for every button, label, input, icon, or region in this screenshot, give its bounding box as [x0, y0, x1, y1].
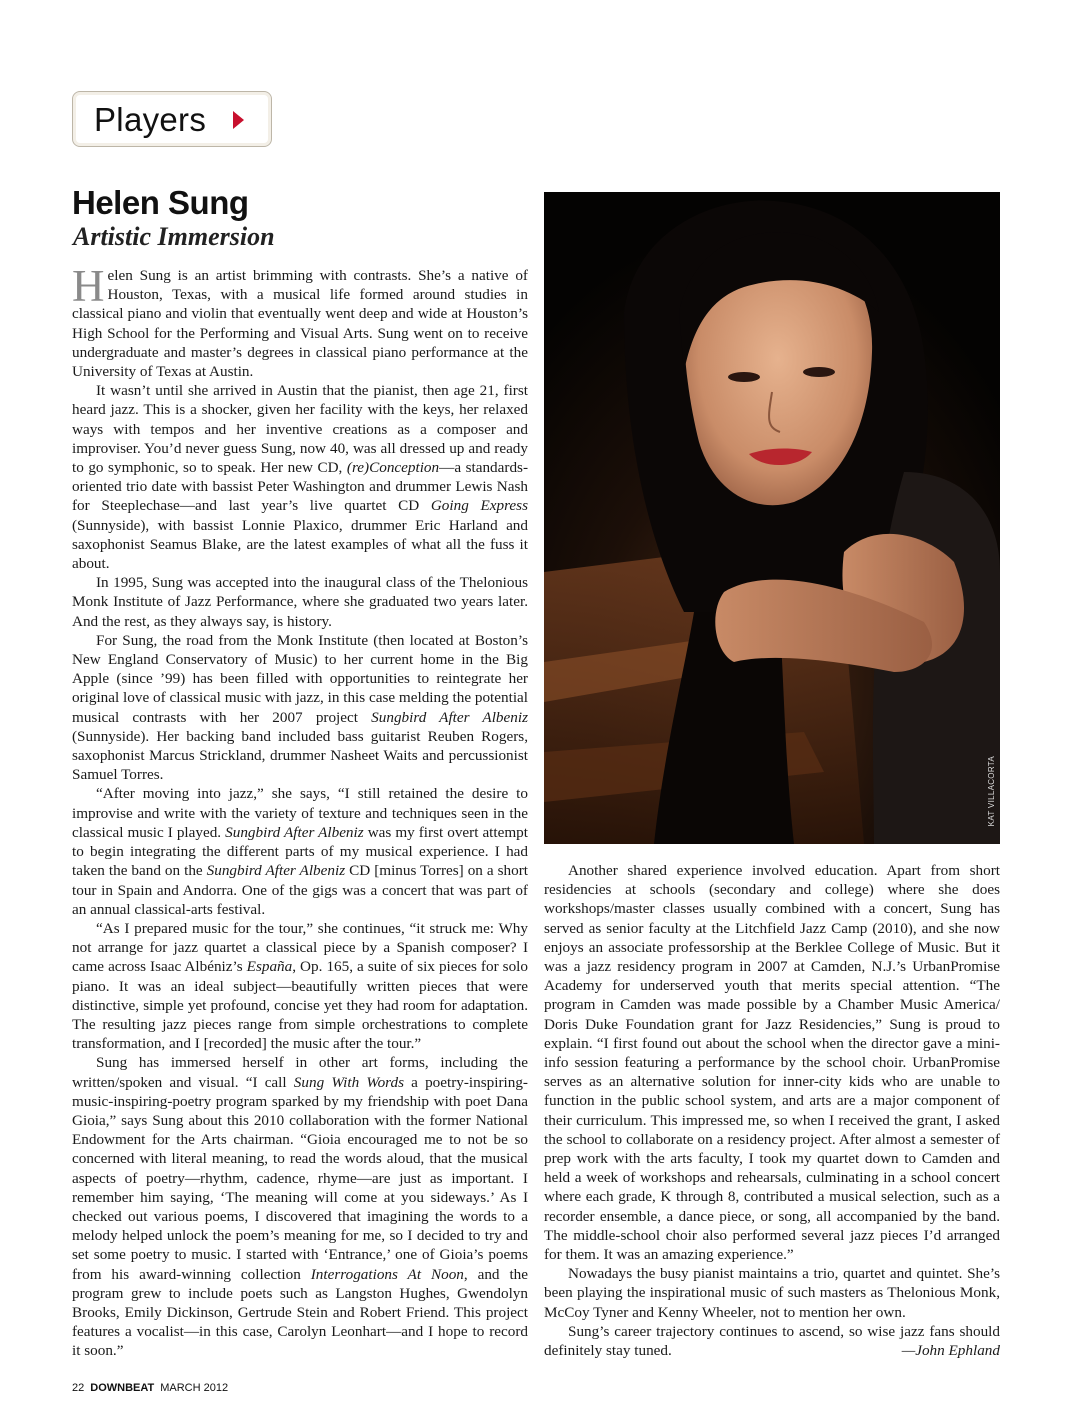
right-paragraph: [544, 1264, 1000, 1322]
text-run: , Op. 165, a suite of six pieces for solo piano. It was an ideal subject—beautifully written pieces that were distinctive, simple yet profound, concise yet they had room for adaptation. The resulting jazz pieces range from simple orchestrations to complete transformation, and I [recorded] the music after the tour.”: [72, 958, 528, 1053]
closing-paragraph: [544, 1322, 1000, 1360]
section-tab: [72, 91, 272, 147]
page-footer: [72, 1382, 228, 1394]
title-italic: Sungbird After Albeniz: [225, 823, 364, 841]
left-paragraph: [72, 919, 528, 1053]
text-run: CD [minus Torres] on a short tour in Spain and Andorra. One of the gigs was a concert that was part of an annual classical-arts festival.: [72, 862, 528, 918]
article-title: Helen Sung: [72, 184, 249, 221]
text-run: For Sung, the road from the Monk Institute (then located at Boston’s New England Conservatory of Music) to her current home in the Big Apple (since ’99) has been filled with opportunities to reintegrate her original love of classical music with jazz, in this case melding the potential musical contrasts with her 2007 project: [72, 631, 528, 726]
drop-cap: H: [72, 261, 105, 311]
title-italic: Going Express: [430, 497, 528, 515]
text-run: “After moving into jazz,” she says, “I still retained the desire to improvise and write with the variety of texture and techniques seen in the classical music I played.: [72, 785, 528, 841]
title-italic: Interrogations At Noon: [310, 1265, 464, 1283]
text-run: (Sunnyside). Her backing band included bass guitarist Reuben Rogers, saxophonist Marcus Strickland, drummer Nasheet Waits and percussionist Samuel Torres.: [72, 727, 528, 784]
text-run: elen Sung is an artist brimming with contrasts. She’s a native of Houston, Texas, with a musical life formed around studies in classical piano and violin that eventually went deep and wide at Houston’s High School for the Performing and Visual Arts. Sung went on to receive undergraduate and master’s degrees in classical piano performance at the University of Texas at Austin.: [72, 267, 528, 381]
left-paragraph: [72, 784, 528, 918]
text-run: a poetry-inspiring-music-inspiring-poetry program sparked by my friendship with poet Dana Gioia,” says Sung about this 2010 collaboration with the former National Endowment for the Arts chairman. “Gioia encouraged me to not be so concerned with literal meaning, to read the words aloud, that the musical aspects of poetry—rhythm, cadence, rhyme—are just as important. I remember him saying, ‘The meaning will come at you sideways.’ As I checked out various poems, I discovered that imagining the words to a melody helped unlock the poem’s meaning for me, so I decided to try and set some poetry to music. I started with ‘Entrance,’ one of Gioia’s poems from his award-winning collection: [72, 1073, 528, 1283]
text-run: Another shared experience involved education. Apart from short residencies at schools (secondary and college) where she does workshops/master classes usually combined with a concert, Sung has served as senior faculty at the Litchfield Jazz Camp (2010), and she now enjoys an associate professorship at the Berklee College of Music. But it was a jazz residency program in 2007 at Camden, N.J.’s UrbanPromise Academy for underserved youth that merits special attention. “The program in Camden was made possible by a Chamber Music America/ Doris Duke Foundation grant for Jazz Residencies,” Sung is proud to explain. “I first found out about the school when the director gave a mini-info session featuring a performance by the school choir. UrbanPromise serves as an alternative solution for inner-city kids who are unable to function in the public school system, and arts are a major component of their curriculum. This impressed me, so when I received the grant, I asked the school to collaborate on a residency project. After almost a semester of prep work with the arts faculty, I took my quartet down to Camden and held a week of workshops and rehearsals, culminating in a school concert where each grade, K through 8, contributed a musical selection, such as a recorder ensemble, a dance piece, or song, all accompanied by the band. The middle-school choir also performed several jazz pieces I’d arranged for them. It was an amazing experience.”: [544, 862, 1000, 1264]
portrait-photo: [544, 192, 1000, 844]
text-run: was my first overt attempt to begin integrating the different parts of my musical experience. I had taken the band on the: [72, 823, 528, 880]
issue-date: MARCH 2012: [160, 1382, 229, 1394]
right-paragraph: [544, 861, 1000, 1264]
page-number: 22: [72, 1382, 85, 1394]
text-run: —a standards-oriented trio date with bassist Peter Washington and drummer Lewis Nash for Steeplechase—and last year’s live quartet CD: [72, 459, 529, 515]
title-italic: Sungbird After Albeniz: [206, 862, 346, 880]
title-italic: Sungbird After Albeniz: [371, 708, 528, 726]
arrow-right-icon: [233, 111, 244, 129]
title-italic: (re)Conception: [346, 459, 440, 477]
text-run: Nowadays the busy pianist maintains a trio, quartet and quintet. She’s been playing the inspirational music of such masters as Thelonious Monk, McCoy Tyner and Kenny Wheeler, not to mention her own.: [544, 1265, 1000, 1321]
title-italic: Sung With Words: [293, 1073, 405, 1091]
left-paragraph: [72, 1053, 528, 1360]
title-italic: España: [246, 958, 293, 976]
text-run: , and the program grew to include poets such as Langston Hughes, Gwendolyn Brooks, Emily Dickinson, Gertrude Stein and Robert Friend. This project features a vocalist—in this case, Carolyn Leonhart—and I hope to record it soon.”: [72, 1265, 528, 1360]
left-paragraph: [72, 381, 528, 573]
photo-credit: KAT VILLACORTA: [987, 755, 996, 826]
magazine-name: DOWNBEAT: [90, 1382, 155, 1394]
left-paragraph: [72, 573, 528, 631]
portrait-illustration: [544, 192, 1000, 844]
left-paragraph: [72, 631, 528, 785]
text-run: (Sunnyside), with bassist Lonnie Plaxico, drummer Eric Harland and saxophonist Seamus Blake, are the latest examples of what all the fuss it about.: [72, 516, 528, 573]
body-column-right: [544, 861, 1000, 1360]
text-run: It wasn’t until she arrived in Austin that the pianist, then age 21, first heard jazz. This is a shocker, given her facility with the keys, her relaxed ways with tempos and her inventive creations as a composer and improviser. You’d never guess Sung, now 40, was all dressed up and ready to go symphonic, so to speak. Her new CD,: [72, 382, 528, 477]
closing-text: Sung’s career trajectory continues to ascend, so wise jazz fans should definitely stay tuned.: [544, 1322, 1000, 1360]
byline: —John Ephland: [901, 1342, 1000, 1360]
text-run: Sung has immersed herself in other art forms, including the written/spoken and visual. “I call: [72, 1054, 528, 1091]
text-run: In 1995, Sung was accepted into the inaugural class of the Thelonious Monk Institute of Jazz Performance, where she graduated two years later. And the rest, as they always say, is history.: [72, 574, 528, 630]
left-paragraph: [72, 261, 528, 381]
section-label: Players: [94, 101, 207, 138]
text-run: “As I prepared music for the tour,” she continues, “it struck me: Why not arrange for jazz quartet a classical piece by a Spanish composer? I came across Isaac Albéniz’s: [72, 919, 528, 976]
article-subtitle: Artistic Immersion: [73, 222, 275, 251]
body-column-left: [72, 261, 529, 1361]
